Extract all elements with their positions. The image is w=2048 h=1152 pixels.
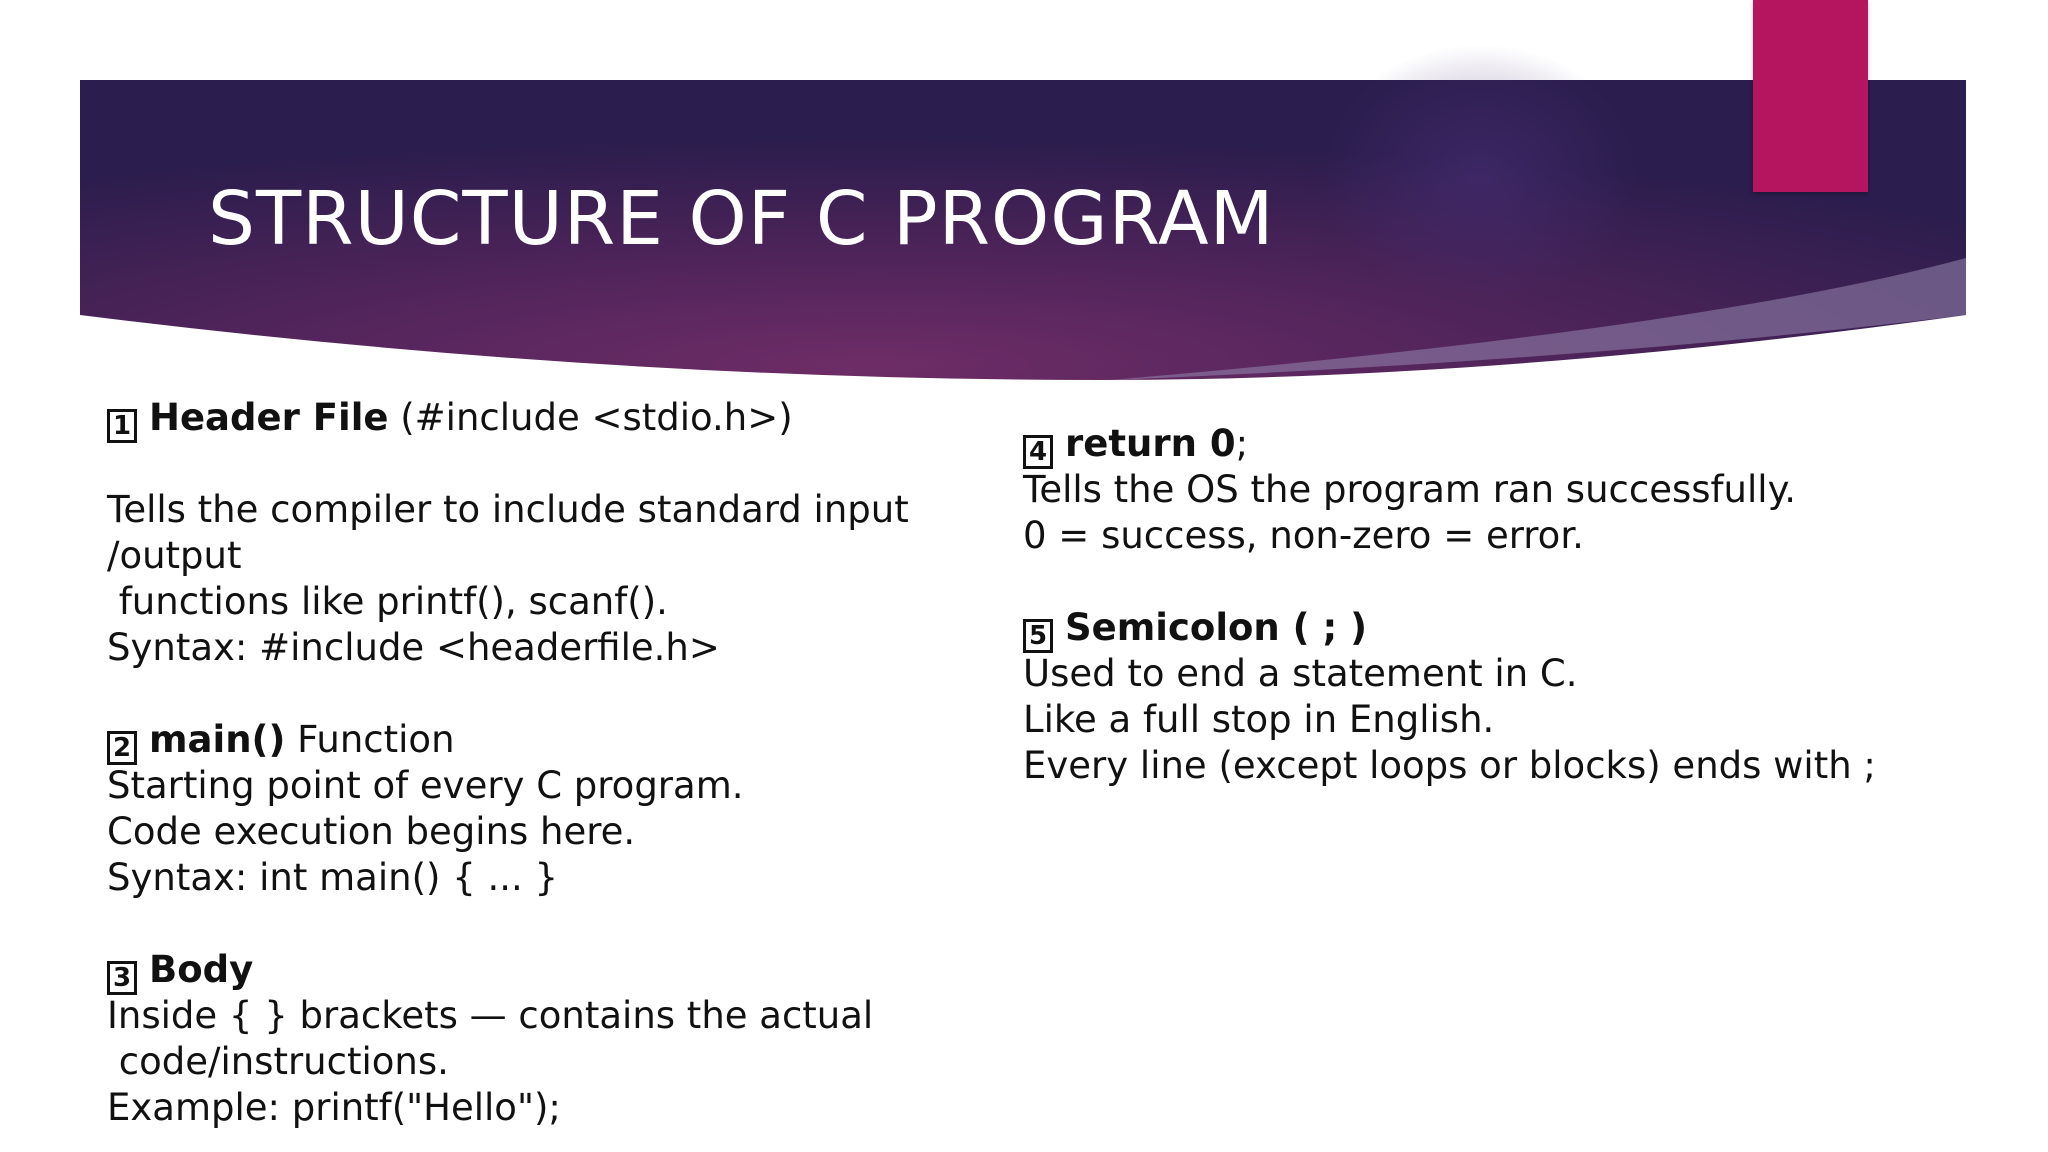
left-column xyxy=(107,395,1007,1131)
spacer xyxy=(107,671,1007,717)
section-5-text: Like a full stop in English. xyxy=(1023,698,1495,741)
section-2-text: Starting point of every C program. xyxy=(107,764,744,807)
spacer xyxy=(107,901,1007,947)
section-1-text: Tells the compiler to include standard input xyxy=(107,488,909,531)
section-3-heading: 3 Body xyxy=(107,947,1007,993)
section-4-heading: 4 return 0; xyxy=(1023,421,2023,467)
section-3-text: code/instructions. xyxy=(107,1040,449,1083)
keycap-1-icon: 1 xyxy=(107,409,137,443)
section-1-syntax: Syntax: #include <headerfile.h> xyxy=(107,626,720,669)
section-3-text: Inside { } brackets — contains the actual xyxy=(107,994,874,1037)
right-column xyxy=(1023,421,2023,789)
spacer xyxy=(1023,559,2023,605)
section-3-example: Example: printf("Hello"); xyxy=(107,1086,561,1129)
spacer xyxy=(107,441,1007,487)
section-1-text: functions like printf(), scanf(). xyxy=(107,580,668,623)
keycap-4-icon: 4 xyxy=(1023,435,1053,469)
slide-title: STRUCTURE OF C PROGRAM xyxy=(208,176,1275,262)
keycap-5-icon: 5 xyxy=(1023,619,1053,653)
section-2-syntax: Syntax: int main() { ... } xyxy=(107,856,559,899)
keycap-3-icon: 3 xyxy=(107,961,137,995)
keycap-2-icon: 2 xyxy=(107,731,137,765)
section-2-text: Code execution begins here. xyxy=(107,810,636,853)
section-4-text: 0 = success, non-zero = error. xyxy=(1023,514,1584,557)
section-1-text: /output xyxy=(107,534,242,577)
section-1-heading: 1 Header File (#include <stdio.h>) xyxy=(107,395,1007,441)
accent-tab xyxy=(1753,0,1868,192)
section-2-heading: 2 main() Function xyxy=(107,717,1007,763)
section-5-heading: 5 Semicolon ( ; ) xyxy=(1023,605,2023,651)
section-5-text: Used to end a statement in C. xyxy=(1023,652,1578,695)
section-4-text: Tells the OS the program ran successfully. xyxy=(1023,468,1796,511)
section-5-text: Every line (except loops or blocks) ends with ; xyxy=(1023,744,1876,787)
